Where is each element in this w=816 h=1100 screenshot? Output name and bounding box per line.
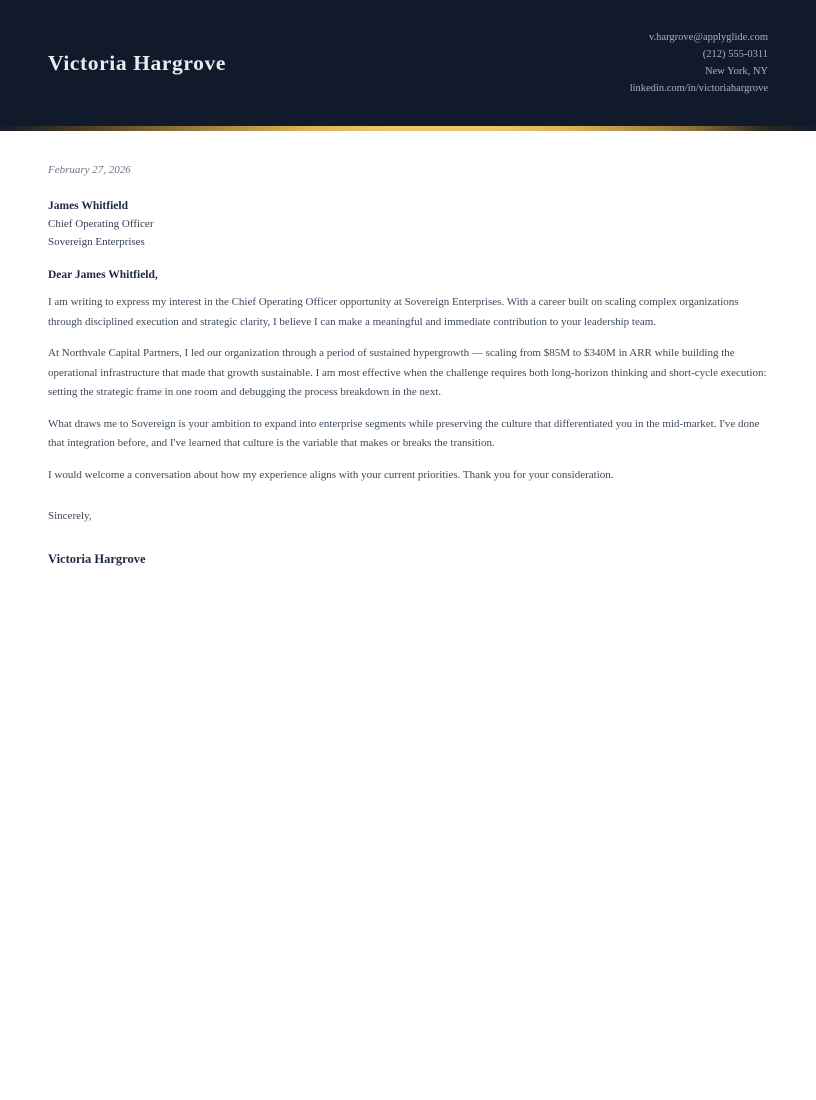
recipient-block xyxy=(48,197,768,251)
salutation: Dear James Whitfield, xyxy=(48,269,158,281)
contact-phone: (212) 555-0311 xyxy=(702,49,768,60)
signature-name: Victoria Hargrove xyxy=(48,552,146,566)
paragraph-experience: At Northvale Capital Partners, I led our organization through a period of sustained hypergrowth — scaling from $85M to $340M in ARR while building the operational infrastructure that made that growth sustainable. I am most effective when the challenge requires both long-horizon thinking and short-cycle execution: setting the strategic frame in one room and debugging the process breakdown in the next. xyxy=(48,347,767,398)
paragraph-intro: I am writing to express my interest in the Chief Operating Officer opportunity at Sovereign Enterprises. With a career built on scaling complex organizations through disciplined execution and strategic clarity, I believe I can make a meaningful and immediate contribution to your leadership team. xyxy=(48,296,739,328)
contact-linkedin: linkedin.com/in/victoriahargrove xyxy=(629,83,768,94)
letter-date: February 27, 2026 xyxy=(48,164,131,176)
applicant-name: Victoria Hargrove xyxy=(48,50,226,75)
paragraph-motivation: What draws me to Sovereign is your ambition to expand into enterprise segments while preserving the culture that differentiated you in the mid-market. I've done that integration before, and I've learned that culture is the variable that makes or breaks the transition. xyxy=(48,417,760,449)
paragraph-call-to-action: I would welcome a conversation about how my experience aligns with your current priorities. Thank you for your consideration. xyxy=(48,468,614,481)
contact-location: New York, NY xyxy=(704,66,768,77)
closing: Sincerely, xyxy=(48,510,92,522)
contact-email: v.hargrove@applyglide.com xyxy=(648,32,768,43)
recipient-name: James Whitfield xyxy=(48,200,128,212)
letter-body xyxy=(0,131,816,567)
letter-header xyxy=(0,0,816,126)
recipient-company: Sovereign Enterprises xyxy=(48,236,145,248)
contact-info xyxy=(630,29,768,97)
recipient-title: Chief Operating Officer xyxy=(48,218,154,230)
